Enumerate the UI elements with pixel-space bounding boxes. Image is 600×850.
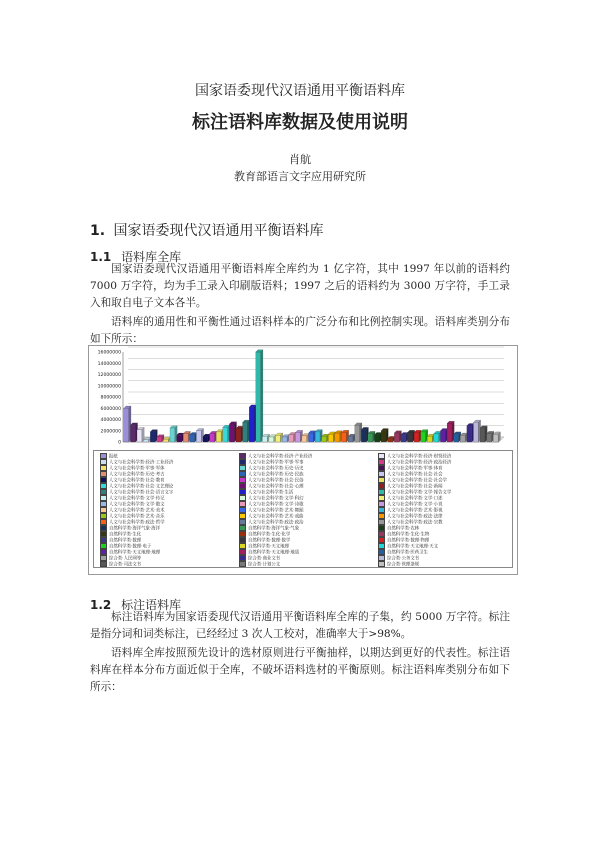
legend-label: 自然科学类·海洋气象·海洋 [109, 526, 161, 532]
legend-swatch [378, 561, 385, 567]
legend-label: 人文与社会科学类·文学·散文 [109, 502, 165, 508]
legend-label: 人文与社会科学类·经济·政治经济 [387, 460, 452, 466]
legend-item [378, 561, 419, 569]
legend-label: 自然科学类·数理 [109, 538, 142, 544]
legend-label: 综合类·商业文书 [248, 556, 281, 562]
section-1-1-para-2: 语料库的通用性和平衡性通过语料样本的广泛分布和比例控制实现。语料库类别分布如下所示： [90, 315, 510, 345]
chart-bar [342, 430, 349, 442]
chart-bar [454, 432, 461, 442]
chart-bar [157, 435, 164, 442]
legend-label: 人文与社会科学类·社会·民俗 [248, 478, 304, 484]
chart-bar [322, 434, 329, 442]
chart-bar [315, 430, 322, 442]
chart-bar [269, 435, 276, 442]
chart-bar [460, 433, 467, 442]
y-tick-label: 6000000 [100, 406, 121, 412]
chart-bar [407, 430, 414, 442]
y-tick-label: 8000000 [100, 395, 121, 401]
legend-label: 人文与社会科学类·社会·教育 [109, 478, 165, 484]
legend-label: 人文与社会科学类·经济·财贸经济 [387, 454, 452, 460]
chart-bar [216, 430, 223, 442]
legend-label: 自然科学类·天文地理·天文 [387, 544, 439, 550]
chart-bar [262, 434, 269, 442]
legend-label: 自然科学类·数理·物理 [387, 538, 430, 544]
chart-bar [276, 433, 283, 442]
chart-bar [223, 425, 230, 442]
section-1-heading [90, 220, 324, 240]
author-name: 肖航 [289, 153, 311, 166]
legend-label: 人文与社会科学类·社会·社会学 [387, 478, 447, 484]
legend-item [239, 561, 280, 569]
legend-label: 人文与社会科学类·军事·军事 [248, 460, 304, 466]
legend-label: 人文与社会科学类·艺术·美术 [109, 508, 165, 514]
legend-label: 人文与社会科学类·文学·科幻 [248, 496, 304, 502]
legend-label: 自然科学类·天文地理 [248, 544, 289, 550]
section-1-title: 国家语委现代汉语通用平衡语料库 [113, 223, 324, 239]
chart-bar [328, 432, 335, 442]
chart-bar [309, 431, 316, 442]
corpus-category-chart [88, 345, 518, 575]
chart-bar [361, 427, 368, 442]
legend-label: 人文与社会科学类·艺术·戏曲 [248, 514, 304, 520]
legend-label: 自然科学类·数理·电子 [109, 544, 152, 550]
corpus-name-heading: 国家语委现代汉语通用平衡语料库 [195, 83, 405, 99]
legend-label: 人文与社会科学类·文学·小说 [387, 502, 443, 508]
legend-label: 人文与社会科学类·政法·法律 [387, 514, 443, 520]
legend-label: 自然科学类·天文地理·地质 [248, 550, 300, 556]
author-affiliation: 教育部语言文字应用研究所 [234, 170, 366, 183]
chart-bar [493, 432, 500, 442]
legend-label: 人文与社会科学类·艺术·影视 [387, 508, 443, 514]
chart-bar [249, 405, 256, 442]
chart-bar [183, 431, 190, 442]
legend-label: 人文与社会科学类·政法·宗教 [387, 520, 443, 526]
y-tick-label: 12000000 [97, 373, 121, 378]
bar-chart-plot [89, 346, 517, 450]
legend-label: 人文与社会科学类·经济·产业经济 [248, 454, 313, 460]
legend-label: 人文与社会科学类·文学·報告文学 [387, 490, 452, 496]
legend-label: 人文与社会科学类·社会·心理 [248, 484, 304, 490]
chart-bar [447, 421, 454, 442]
y-tick-label: 4000000 [100, 418, 121, 423]
chart-bar [196, 429, 203, 442]
chart-bar [289, 432, 296, 442]
chart-bar [302, 434, 309, 442]
section-1-1-number: 1.1 [90, 250, 112, 264]
legend-label: 人文与社会科学类·政法·政治 [248, 520, 304, 526]
legend-label: 人文与社会科学类·艺术·音乐 [109, 514, 165, 520]
section-1-2-para-1: 标注语料库为国家语委现代汉语通用平衡语料库全库的子集，约 5000 万字符。标注是指分词和词类标注，已经经过 3 次人工校对，准确率大于>98%。 [90, 610, 510, 640]
legend-label: 人文与社会科学类·生活 [248, 490, 294, 496]
chart-bar [177, 433, 184, 442]
chart-bar [421, 430, 428, 442]
chart-bar [440, 429, 447, 442]
legend-label: 人文与社会科学类·文学·诗歌 [248, 502, 304, 508]
chart-bar [203, 434, 210, 442]
chart-legend [93, 450, 513, 568]
legend-label: 报纸 [109, 454, 118, 460]
legend-label: 人文与社会科学类·社会·社会 [387, 472, 443, 478]
legend-label: 人文与社会科学类·社会·语言文字 [109, 490, 174, 496]
legend-label: 综合类·司法文书 [109, 562, 142, 568]
legend-label: 自然科学类·天文地理·地理 [109, 550, 161, 556]
chart-bar [480, 426, 487, 442]
chart-bar [374, 432, 381, 442]
legend-label: 综合类·管理条规 [387, 562, 420, 568]
chart-bar [210, 431, 217, 442]
legend-label: 人文与社会科学类·社会·新闻 [387, 484, 443, 490]
legend-label: 综合类·计划公文 [248, 562, 281, 568]
chart-bar [467, 423, 474, 442]
legend-label: 综合类·公务文书 [387, 556, 420, 562]
legend-label: 自然科学类·生化 [109, 532, 142, 538]
section-1-1-para-1: 国家语委现代汉语通用平衡语料库全库约为 1 亿字符，其中 1997 年以前的语料约 7000 万字符，均为手工录入印刷版语料；1997 之后的语料约为 3000 万字符，手工录入和取自电子文本各半。 [90, 262, 510, 309]
chart-bar [190, 432, 197, 442]
chart-bar [130, 423, 137, 442]
legend-label: 人文与社会科学类·艺术·舞蹈 [248, 508, 304, 514]
y-tick-label: 0 [118, 440, 121, 446]
section-1-2-title: 标注语料库 [121, 598, 182, 612]
legend-label: 人文与社会科学类·历史·历史 [248, 466, 304, 472]
legend-swatch [100, 561, 107, 567]
legend-label: 人文与社会科学类·历史·民族 [248, 472, 304, 478]
chart-bar [348, 434, 355, 442]
section-1-1-title: 语料库全库 [121, 250, 182, 264]
chart-bar [150, 430, 157, 442]
chart-bar [434, 431, 441, 442]
legend-label: 自然科学类·海洋气象·气象 [248, 526, 300, 532]
legend-label: 自然科学类·医药卫生 [387, 550, 428, 556]
legend-label: 自然科学类·生化·化学 [248, 532, 291, 538]
chart-bar [487, 431, 494, 442]
chart-bar [295, 430, 302, 442]
section-1-2-number: 1.2 [90, 598, 112, 612]
legend-label: 人文与社会科学类·军事·军体 [109, 466, 165, 472]
legend-label: 自然科学类·生化·生物 [387, 532, 430, 538]
legend-label: 人文与社会科学类·历史·考古 [109, 472, 165, 478]
chart-bar [427, 434, 434, 442]
legend-label: 人文与社会科学类·经济·工业经济 [109, 460, 174, 466]
chart-bar [355, 423, 362, 442]
chart-bar [236, 426, 243, 442]
section-1-2-para-2: 语料库全库按照预先设计的选材原则进行平衡抽样，以期达到更好的代表性。标注语料库在样本分布方面近似于全库，不破坏语料选材的平衡原则。标注语料库类别分布如下所示： [90, 646, 510, 693]
y-tick-label: 2000000 [100, 429, 121, 435]
chart-bar [170, 426, 177, 442]
chart-bar [282, 435, 289, 442]
document-title: 标注语料库数据及使用说明 [192, 112, 408, 133]
chart-bar [401, 432, 408, 442]
legend-label: 综合类·人民网等 [109, 556, 142, 562]
legend-item [100, 561, 141, 569]
chart-bar [394, 431, 401, 442]
chart-bar [124, 406, 131, 442]
section-1-number: 1. [90, 223, 106, 239]
chart-bar [335, 431, 342, 442]
legend-label: 人文与社会科学类·文学·传记 [109, 496, 165, 502]
chart-bar [256, 350, 263, 442]
chart-bar [243, 420, 250, 442]
legend-swatch [239, 561, 246, 567]
legend-label: 人文与社会科学类·文学·口述 [387, 496, 443, 502]
chart-bar [229, 422, 236, 442]
chart-bar [368, 431, 375, 442]
y-tick-label: 16000000 [97, 350, 121, 356]
legend-label: 人文与社会科学类·军事·体育 [387, 466, 443, 472]
y-tick-label: 10000000 [97, 384, 121, 390]
chart-bar [473, 420, 480, 442]
legend-label: 自然科学类·数理·数学 [248, 538, 291, 544]
chart-bar [137, 427, 144, 442]
y-tick-label: 14000000 [97, 361, 121, 367]
chart-bar [414, 430, 421, 442]
legend-label: 人文与社会科学类·政法·哲学 [109, 520, 165, 526]
legend-label: 人文与社会科学类·社会·文艺理论 [109, 484, 174, 490]
chart-bar [381, 429, 388, 442]
legend-label: 自然科学类·农林 [387, 526, 420, 532]
